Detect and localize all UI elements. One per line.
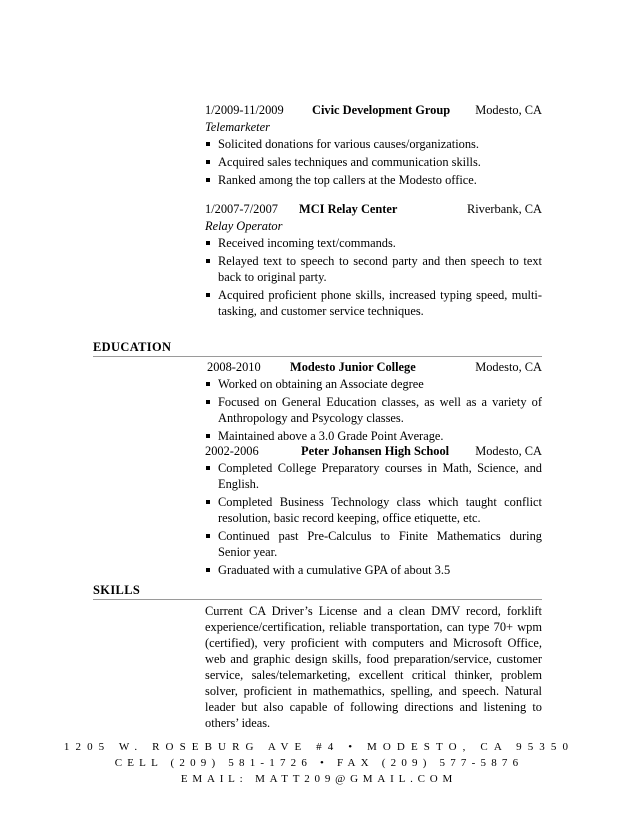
bullet-square-icon [206,568,210,572]
list-item: Maintained above a 3.0 Grade Point Average. [205,428,542,444]
school-name: Peter Johansen High School [301,444,450,458]
list-item: Ranked among the top callers at the Modesto office. [205,172,542,188]
bullet-square-icon [206,500,210,504]
list-item: Relayed text to speech to second party and then speech to text back to original party. [205,253,542,285]
job-header [205,201,542,218]
bullet-square-icon [206,178,210,182]
skills-paragraph: Current CA Driver’s License and a clean DMV record, forklift experience/certification, reliable transportation, can type 70+ wpm (certified), very proficient with computers and Microsoft Office, web and graphic design skills, food preparation/service, customer service, sales/telemarketing, excellent critical thinker, problem solver, proficient in mathemathics, spelling, and speech. Natural leader but also capable of following directions and listening to others’ ideas. [205,604,542,730]
list-item: Acquired sales techniques and communication skills. [205,154,542,170]
bullet-square-icon [206,382,210,386]
list-item: Graduated with a cumulative GPA of about 3.5 [205,562,542,578]
job-header [205,102,542,119]
school-name: Modesto Junior College [290,360,416,374]
list-item: Worked on obtaining an Associate degree [205,376,542,392]
education-entry-pjhs [205,443,542,580]
job-role: Telemarketer [205,120,270,134]
education-entry-mjc [205,359,542,446]
list-item: Completed College Preparatory courses in Math, Science, and English. [205,460,542,492]
list-item: Completed Business Technology class which taught conflict resolution, basic record keeping, office etiquette, etc. [205,494,542,526]
footer-phones: CELL (209) 581-1726 • FAX (209) 577-5876 [114,757,524,769]
list-item: Acquired proficient phone skills, increased typing speed, multi-tasking, and customer service techniques. [205,287,542,319]
education-dates: 2002-2006 [205,444,259,458]
job-role: Relay Operator [205,219,283,233]
bullet-square-icon [206,259,210,263]
school-location: Modesto, CA [475,360,542,374]
bullet-square-icon [206,534,210,538]
education-bullets [205,460,542,578]
list-item: Solicited donations for various causes/organizations. [205,136,542,152]
job-location: Modesto, CA [475,103,542,117]
education-dates: 2008-2010 [207,360,261,374]
list-item: Focused on General Education classes, as well as a variety of Anthropology and Psycology classes. [205,394,542,426]
job-entry-civic [205,102,542,190]
bullet-square-icon [206,434,210,438]
education-heading: EDUCATION [93,340,542,357]
bullet-square-icon [206,160,210,164]
job-location: Riverbank, CA [466,202,542,216]
school-location: Modesto, CA [475,444,542,458]
job-organization: MCI Relay Center [299,202,398,216]
list-item: Continued past Pre-Calculus to Finite Mathematics during Senior year. [205,528,542,560]
bullet-square-icon [206,400,210,404]
bullet-square-icon [206,142,210,146]
job-bullets [205,136,542,188]
bullet-square-icon [206,293,210,297]
job-organization: Civic Development Group [312,103,451,117]
footer-email: EMAIL: MATT209@GMAIL.COM [180,773,458,785]
job-dates: 1/2007-7/2007 [205,202,278,216]
list-item: Received incoming text/commands. [205,235,542,251]
job-bullets [205,235,542,319]
footer-address: 1205 W. ROSEBURG AVE #4 • MODESTO, CA 95350 [63,741,575,753]
bullet-square-icon [206,241,210,245]
job-entry-mci [205,201,542,321]
education-bullets [205,376,542,444]
skills-heading: SKILLS [93,583,542,600]
education-header [205,359,542,376]
job-dates: 1/2009-11/2009 [205,103,284,117]
education-header [205,443,542,460]
bullet-square-icon [206,466,210,470]
